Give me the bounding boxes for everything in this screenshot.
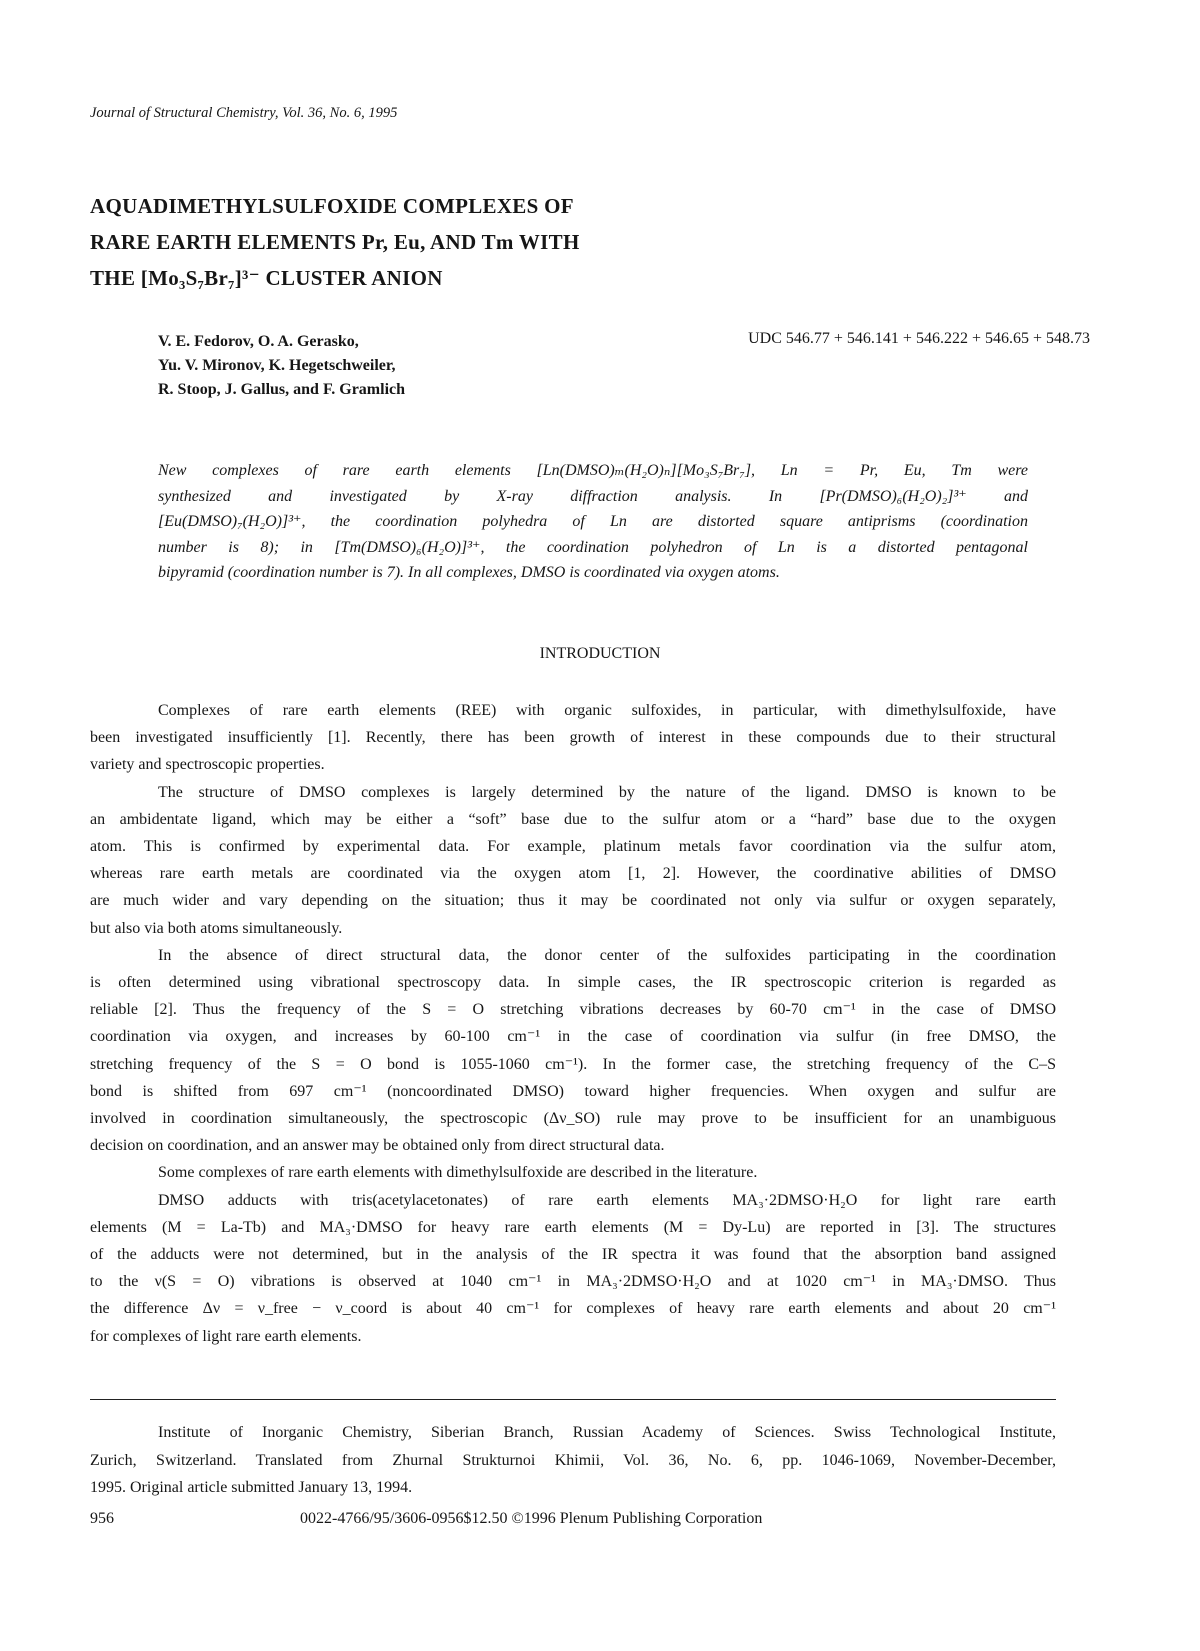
introduction-body xyxy=(90,697,1056,1350)
body-line: In the absence of direct structural data, the donor center of the sulfoxides participating in the coordination xyxy=(158,946,1056,964)
body-line: Some complexes of rare earth elements with dimethylsulfoxide are described in the literature. xyxy=(158,1164,758,1182)
body-line: decision on coordination, and an answer may be obtained only from direct structural data. xyxy=(90,1137,665,1155)
body-line: bond is shifted from 697 cm⁻¹ (noncoordinated DMSO) toward higher frequencies. When oxygen and sulfur are xyxy=(90,1082,1056,1100)
footnote-line: 1995. Original article submitted January 13, 1994. xyxy=(90,1479,413,1496)
body-line: is often determined using vibrational spectroscopy data. In simple cases, the IR spectroscopic criterion is regarded as xyxy=(90,974,1056,992)
author-line: R. Stoop, J. Gallus, and F. Gramlich xyxy=(158,381,406,398)
body-line: to the ν(S = O) vibrations is observed at 1040 cm⁻¹ in MA₃·2DMSO·H₂O and at 1020 cm⁻¹ in MA₃·DMSO. Thus xyxy=(90,1273,1056,1291)
footnote-divider xyxy=(90,1399,1056,1400)
body-line: are much wider and vary depending on the situation; thus it may be coordinated not only via sulfur or oxygen separately, xyxy=(90,892,1056,910)
footnote xyxy=(90,1419,1056,1502)
page-number: 956 xyxy=(90,1510,114,1527)
author-line: Yu. V. Mironov, K. Hegetschweiler, xyxy=(158,357,396,374)
abstract-line: number is 8); in [Tm(DMSO)₆(H₂O)]³⁺, the coordination polyhedron of Ln is a distorted pentagonal xyxy=(158,538,1028,556)
udc-code: UDC 546.77 + 546.141 + 546.222 + 546.65 + 548.73 xyxy=(748,330,1090,347)
author-list xyxy=(158,330,405,402)
article-title xyxy=(90,188,580,296)
abstract-line: [Eu(DMSO)₇(H₂O)]³⁺, the coordination polyhedra of Ln are distorted square antiprisms (coordination xyxy=(158,513,1028,530)
title-line: RARE EARTH ELEMENTS Pr, Eu, AND Tm WITH xyxy=(90,230,580,254)
abstract-line: synthesized and investigated by X-ray diffraction analysis. In [Pr(DMSO)₆(H₂O)₂]³⁺ and xyxy=(158,487,1028,505)
body-line: atom. This is confirmed by experimental data. For example, platinum metals favor coordination via the sulfur atom, xyxy=(90,838,1056,856)
body-line: Complexes of rare earth elements (REE) with organic sulfoxides, in particular, with dimethylsulfoxide, have xyxy=(158,702,1056,719)
body-line: variety and spectroscopic properties. xyxy=(90,756,325,774)
body-line: for complexes of light rare earth elements. xyxy=(90,1327,362,1345)
body-line: elements (M = La-Tb) and MA₃·DMSO for heavy rare earth elements (M = Dy-Lu) are reported in [3]. The structures xyxy=(90,1218,1056,1236)
body-line: reliable [2]. Thus the frequency of the S = O stretching vibrations decreases by 60-70 cm⁻¹ in the case of DMSO xyxy=(90,1001,1056,1019)
footnote-line: Institute of Inorganic Chemistry, Siberian Branch, Russian Academy of Sciences. Swiss Technological Institute, xyxy=(158,1424,1056,1441)
title-line: AQUADIMETHYLSULFOXIDE COMPLEXES OF xyxy=(90,194,574,218)
body-line: whereas rare earth metals are coordinated via the oxygen atom [1, 2]. However, the coordinative abilities of DMSO xyxy=(90,865,1056,883)
body-line: the difference Δν = ν_free − ν_coord is about 40 cm⁻¹ for complexes of heavy rare earth elements and about 20 cm⁻¹ xyxy=(90,1300,1056,1318)
abstract-line: New complexes of rare earth elements [Ln(DMSO)ₘ(H₂O)ₙ][Mo₃S₇Br₇], Ln = Pr, Eu, Tm were xyxy=(158,462,1028,479)
section-heading: INTRODUCTION xyxy=(539,645,661,662)
body-line: stretching frequency of the S = O bond is 1055-1060 cm⁻¹). In the former case, the stretching frequency of the C–S xyxy=(90,1055,1056,1073)
journal-citation: Journal of Structural Chemistry, Vol. 36, No. 6, 1995 xyxy=(90,105,398,121)
body-line: been investigated insufficiently [1]. Recently, there has been growth of interest in these compounds due to their structural xyxy=(90,729,1056,747)
body-line: of the adducts were not determined, but in the analysis of the IR spectra it was found that the absorption band assigned xyxy=(90,1246,1056,1264)
body-line: but also via both atoms simultaneously. xyxy=(90,919,343,937)
body-line: involved in coordination simultaneously, the spectroscopic (Δν_SO) rule may prove to be insufficient for an unambiguous xyxy=(90,1110,1056,1128)
copyright-line: 0022-4766/95/3606-0956$12.50 ©1996 Plenum Publishing Corporation xyxy=(300,1510,763,1527)
body-line: DMSO adducts with tris(acetylacetonates) of rare earth elements MA₃·2DMSO·H₂O for light rare earth xyxy=(158,1191,1056,1209)
body-line: an ambidentate ligand, which may be either a “soft” base due to the sulfur atom or a “hard” base due to the oxygen xyxy=(90,810,1056,828)
body-line: The structure of DMSO complexes is largely determined by the nature of the ligand. DMSO is known to be xyxy=(158,783,1056,801)
footnote-line: Zurich, Switzerland. Translated from Zhurnal Strukturnoi Khimii, Vol. 36, No. 6, pp. 1046-1069, November-December, xyxy=(90,1451,1056,1469)
body-line: coordination via oxygen, and increases by 60-100 cm⁻¹ in the case of coordination via sulfur (in free DMSO, the xyxy=(90,1028,1056,1046)
author-line: V. E. Fedorov, O. A. Gerasko, xyxy=(158,333,359,350)
title-line: THE [Mo₃S₇Br₇]³⁻ CLUSTER ANION xyxy=(90,266,443,290)
abstract xyxy=(158,458,1028,586)
abstract-line: bipyramid (coordination number is 7). In all complexes, DMSO is coordinated via oxygen atoms. xyxy=(158,564,780,581)
